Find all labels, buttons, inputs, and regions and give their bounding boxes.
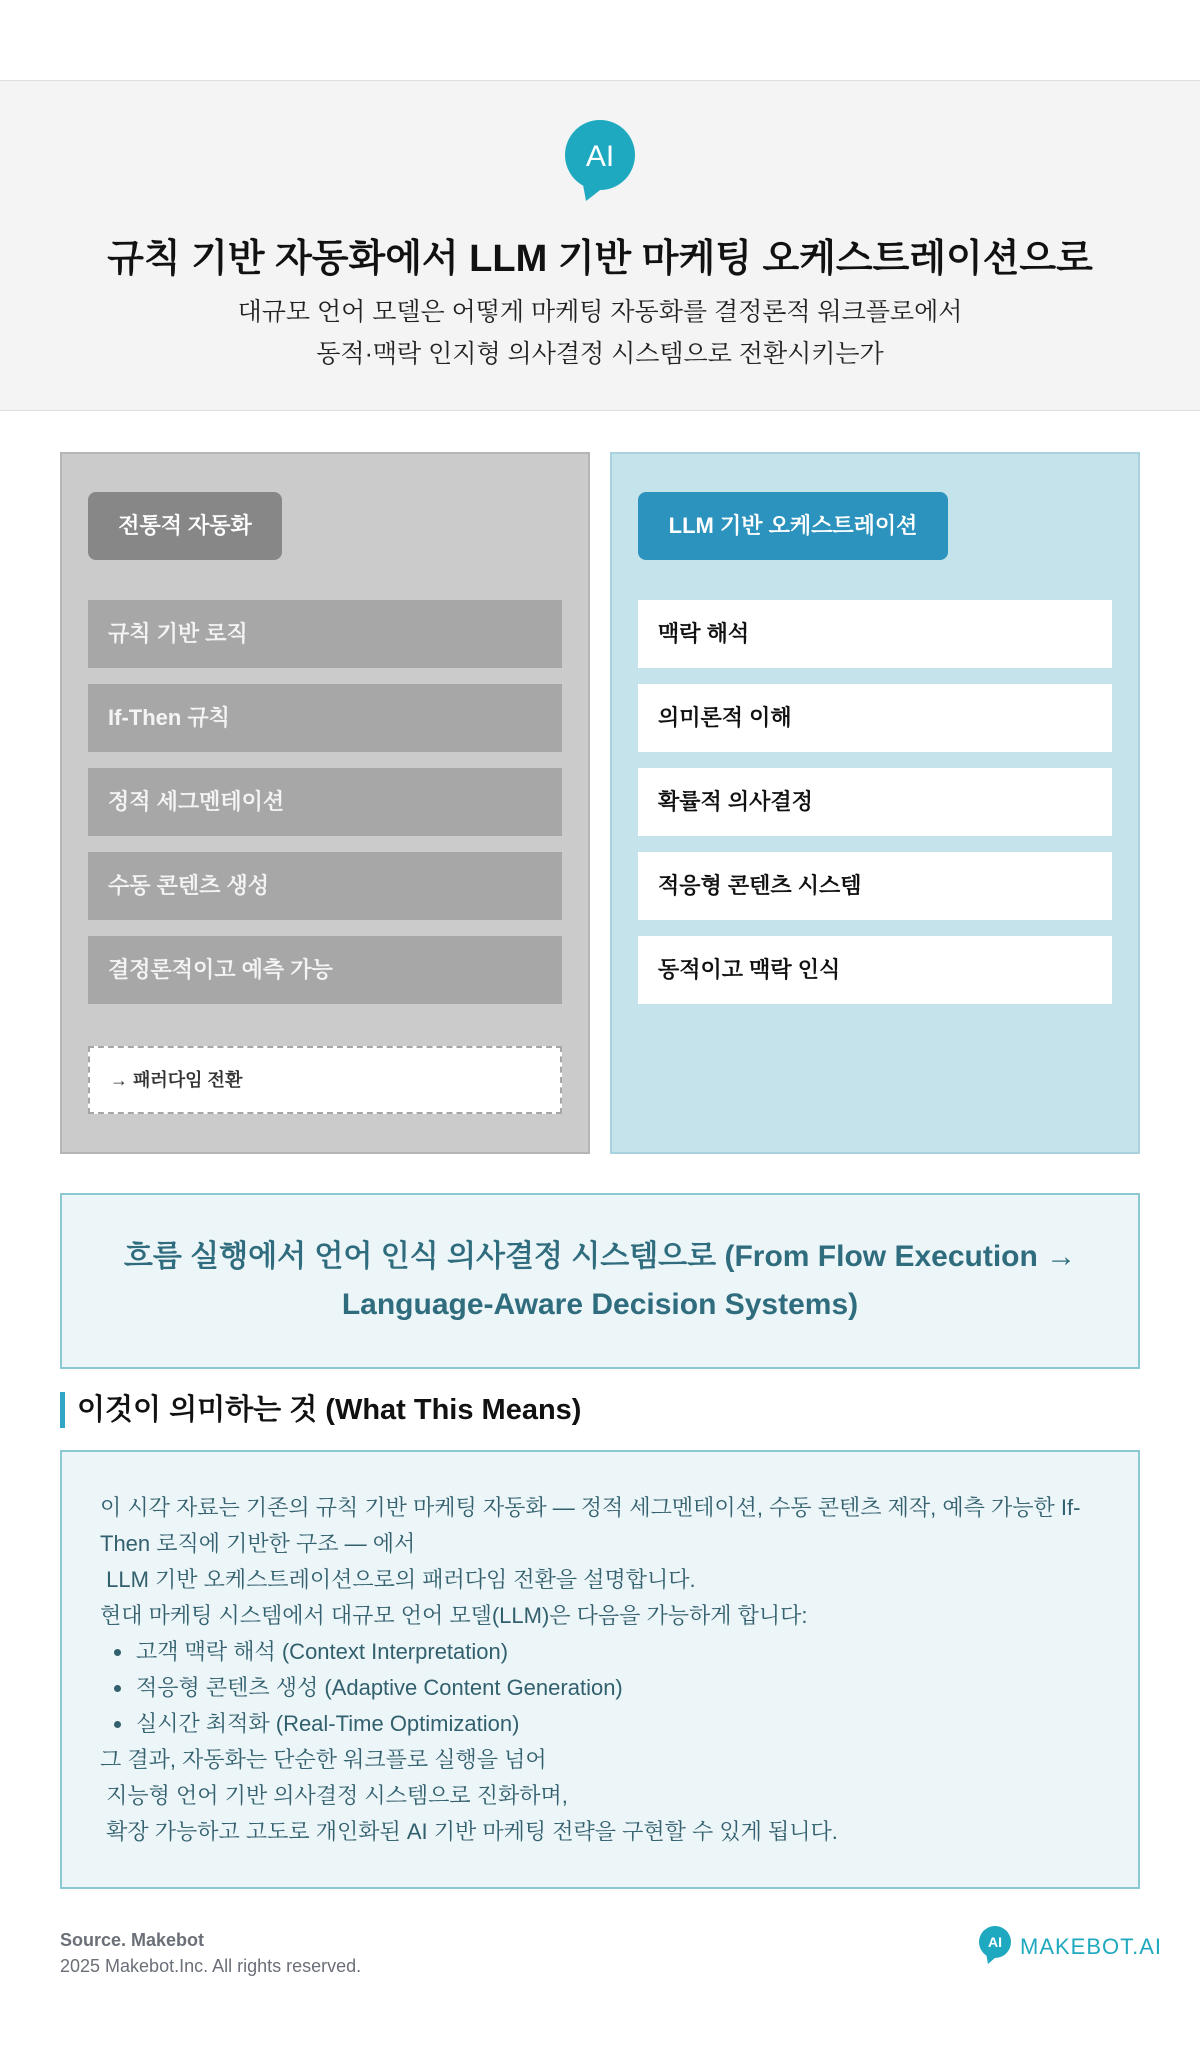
left-item: If-Then 규칙 xyxy=(88,684,562,752)
capability-list xyxy=(100,1634,1098,1742)
traditional-automation-tag: 전통적 자동화 xyxy=(88,492,282,560)
description-line: LLM 기반 오케스트레이션으로의 패러다임 전환을 설명합니다. xyxy=(100,1567,696,1592)
left-item: 결정론적이고 예측 가능 xyxy=(88,936,562,1004)
right-item: 확률적 의사결정 xyxy=(638,768,1112,836)
key-message-banner xyxy=(60,1193,1140,1369)
page-subtitle xyxy=(0,291,1200,375)
description-line: Then 로직에 기반한 구조 — 에서 xyxy=(100,1531,416,1556)
page-title: 규칙 기반 자동화에서 LLM 기반 마케팅 오케스트레이션으로 xyxy=(107,238,1093,280)
description-line: 지능형 언어 기반 의사결정 시스템으로 진화하며, xyxy=(100,1783,568,1808)
list-item: 실시간 최적화 (Real-Time Optimization) xyxy=(100,1706,1098,1742)
left-item: 수동 콘텐츠 생성 xyxy=(88,852,562,920)
traditional-automation-panel xyxy=(60,452,590,1154)
makebot-logo-icon xyxy=(978,1925,1012,1970)
makebot-logo-text: AI xyxy=(988,1933,1002,1950)
ai-logo-icon xyxy=(564,119,636,203)
footer-copyright: 2025 Makebot.Inc. All rights reserved. xyxy=(60,1956,362,1976)
left-item: 규칙 기반 로직 xyxy=(88,600,562,668)
list-item: 고객 맥락 해석 (Context Interpretation) xyxy=(100,1634,1098,1670)
banner-text xyxy=(124,1233,1076,1329)
description-line: 현대 마케팅 시스템에서 대규모 언어 모델(LLM)은 다음을 가능하게 합니다: xyxy=(100,1603,808,1628)
left-item: 정적 세그멘테이션 xyxy=(88,768,562,836)
makebot-brand-name: MAKEBOT.AI xyxy=(1020,1934,1163,1959)
makebot-brand-link[interactable] xyxy=(978,1927,1162,1967)
right-item: 의미론적 이해 xyxy=(638,684,1112,752)
description-line: 확장 가능하고 고도로 개인화된 AI 기반 마케팅 전략을 구현할 수 있게 됩니다. xyxy=(100,1819,838,1844)
right-item: 동적이고 맥락 인식 xyxy=(638,936,1112,1004)
llm-orchestration-panel xyxy=(610,452,1140,1154)
subtitle-line: 동적·맥락 인지형 의사결정 시스템으로 전환시키는가 xyxy=(316,340,884,368)
llm-orchestration-tag: LLM 기반 오케스트레이션 xyxy=(638,492,948,560)
paradigm-shift-label: → 패러다임 전환 xyxy=(88,1046,562,1114)
section-heading: 이것이 의미하는 것 (What This Means) xyxy=(60,1392,581,1428)
right-item: 적응형 콘텐츠 시스템 xyxy=(638,852,1112,920)
ai-logo-text: AI xyxy=(585,140,615,173)
description-line: 그 결과, 자동화는 단순한 워크플로 실행을 넘어 xyxy=(100,1747,547,1772)
list-item: 적응형 콘텐츠 생성 (Adaptive Content Generation) xyxy=(100,1670,1098,1706)
banner-line: 흐름 실행에서 언어 인식 의사결정 시스템으로 (From Flow Execution → xyxy=(123,1240,1077,1273)
header-section xyxy=(0,80,1200,411)
banner-line: Language-Aware Decision Systems) xyxy=(341,1288,859,1321)
footer-source: Source. Makebot xyxy=(60,1930,205,1950)
description-line: 이 시각 자료는 기존의 규칙 기반 마케팅 자동화 — 정적 세그멘테이션, 수동 콘텐츠 제작, 예측 가능한 If- xyxy=(100,1495,1081,1520)
description-box xyxy=(60,1450,1140,1889)
subtitle-line: 대규모 언어 모델은 어떻게 마케팅 자동화를 결정론적 워크플로에서 xyxy=(237,298,963,326)
right-item: 맥락 해석 xyxy=(638,600,1112,668)
